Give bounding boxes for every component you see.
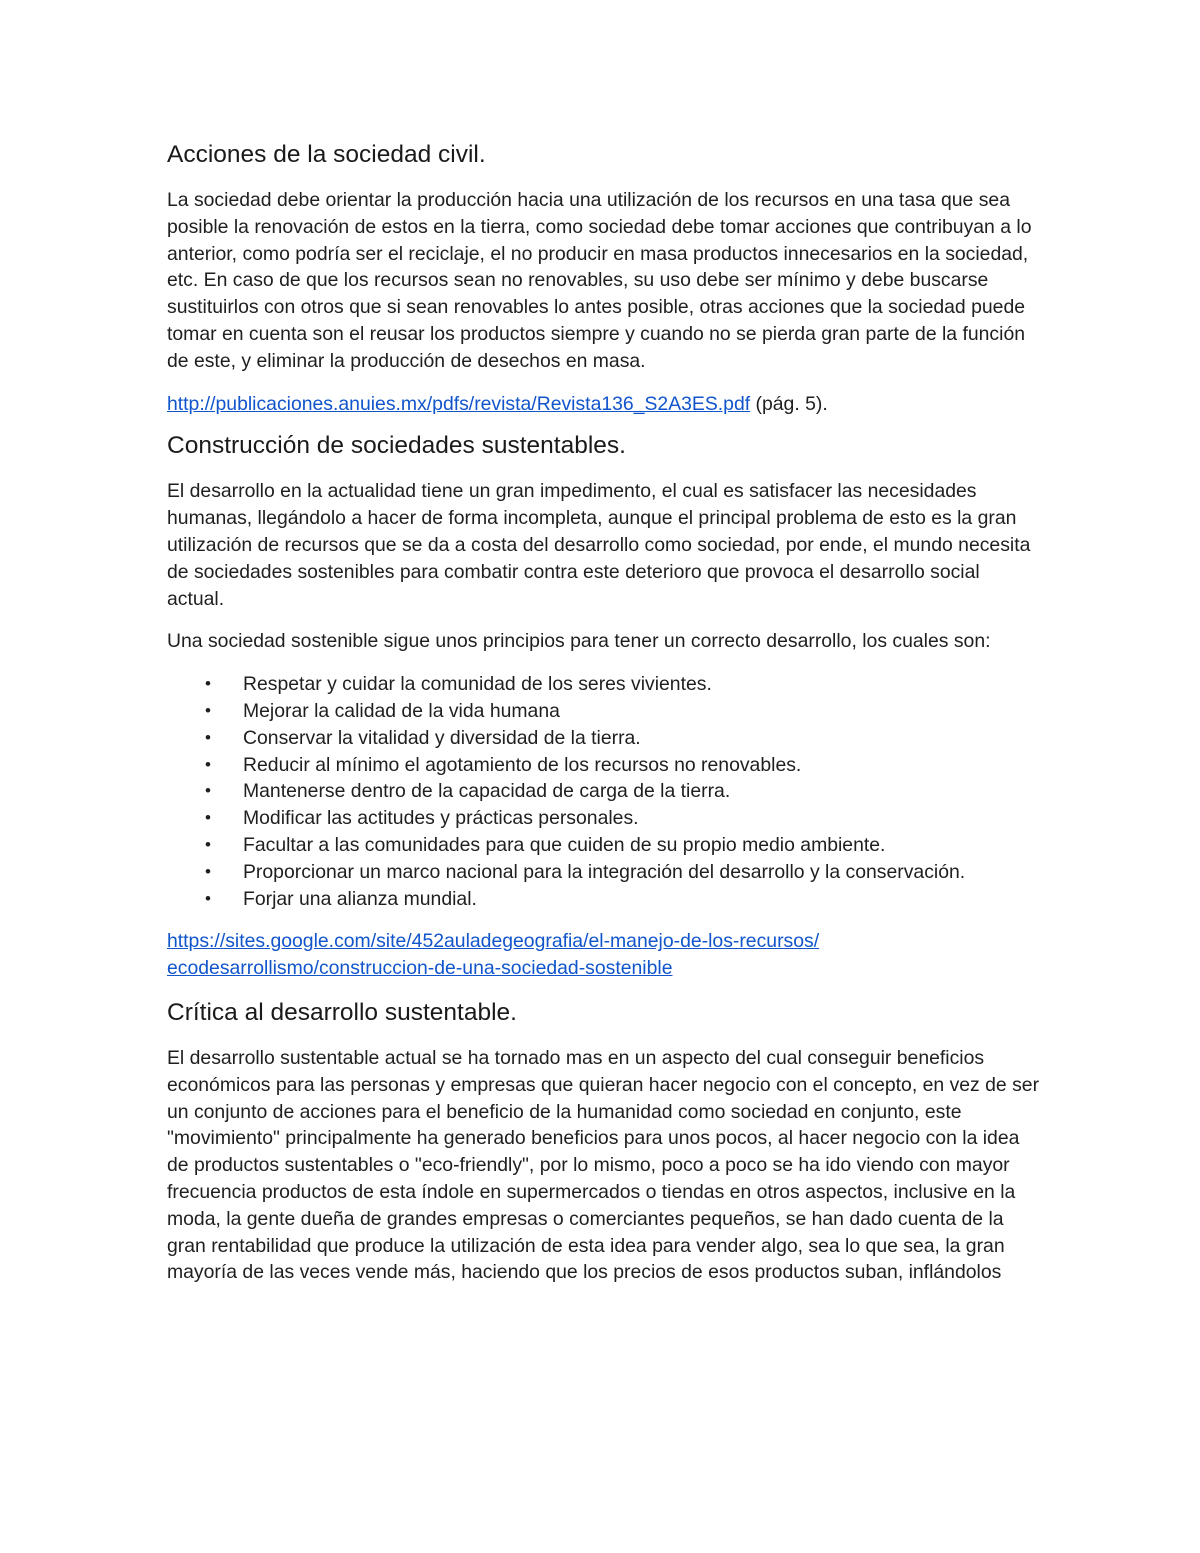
list-item-text: Reducir al mínimo el agotamiento de los recursos no renovables. [243,753,802,776]
paragraph-desarrollo-actualidad: El desarrollo en la actualidad tiene un gran impedimento, el cual es satisfacer las necesidades humanas, llegándolo a hacer de forma incompleta, aunque el principal problema de esto es la gran utilización de recursos que se da a costa del desarrollo como sociedad, por ende, el mundo necesita de sociedades sostenibles para combatir contra este deterioro que provoca el desarrollo social actual. [167,480,1031,610]
list-item-text: Facultar a las comunidades para que cuiden de su propio medio ambiente. [243,833,886,856]
heading-critica-desarrollo: Crítica al desarrollo sustentable. [167,998,517,1026]
link-google-sites[interactable] [167,930,819,979]
reference-page-note: (pág. 5). [750,392,828,415]
heading-construccion-sociedades: Construcción de sociedades sustentables. [167,432,626,460]
bullet-icon: • [205,727,211,747]
list-item [167,725,1042,752]
list-item [167,805,1042,832]
bullet-icon: • [205,861,211,881]
bullet-icon: • [205,674,211,694]
list-item-text: Forjar una alianza mundial. [243,887,477,910]
bullet-icon: • [205,834,211,854]
list-item [167,752,1042,779]
list-item [167,778,1042,805]
list-item-text: Proporcionar un marco nacional para la integración del desarrollo y la conservación. [243,860,966,883]
list-item-text: Conservar la vitalidad y diversidad de la tierra. [243,726,641,749]
list-item-text: Mantenerse dentro de la capacidad de carga de la tierra. [243,780,731,803]
paragraph-principios-intro: Una sociedad sostenible sigue unos principios para tener un correcto desarrollo, los cuales son: [167,630,991,653]
bullet-icon: • [205,781,211,801]
list-item [167,859,1042,886]
heading-acciones-sociedad-civil: Acciones de la sociedad civil. [167,141,486,168]
reference-google-sites [167,928,1042,982]
link-line-1: https://sites.google.com/site/452auladegeografia/el-manejo-de-los-recursos/ [167,930,820,953]
paragraph-critica: El desarrollo sustentable actual se ha tornado mas en un aspecto del cual conseguir beneficios económicos para las personas y empresas que quieran hacer negocio con el concepto, en vez de ser un conjunto de acciones para el beneficio de la humanidad como sociedad en conjunto, este "movimiento" principalmente ha generado beneficios para unos pocos, al hacer negocio con la idea de productos sustentables o "eco-friendly", por lo mismo, poco a poco se ha ido viendo con mayor frecuencia productos de esta índole en supermercados o tiendas en otros aspectos, inclusive en la moda, la gente dueña de grandes empresas o comerciantes pequeños, se han dado cuenta de la gran rentabilidad que produce la utilización de esta idea para vender algo, sea lo que sea, la gran mayoría de las veces vende más, haciendo que los precios de esos productos suban, inflándolos [167,1046,1040,1284]
link-line-2: ecodesarrollismo/construccion-de-una-sociedad-sostenible [167,957,673,980]
principles-list [167,671,1042,912]
list-item [167,671,1042,698]
document-page [167,140,1042,1286]
list-item-text: Mejorar la calidad de la vida humana [243,699,560,722]
link-anuies[interactable]: http://publicaciones.anuies.mx/pdfs/revista/Revista136_S2A3ES.pdf [167,392,751,415]
bullet-icon: • [205,808,211,828]
bullet-icon: • [205,888,211,908]
bullet-icon: • [205,700,211,720]
list-item [167,886,1042,913]
list-item-text: Modificar las actitudes y prácticas personales. [243,807,639,830]
bullet-icon: • [205,754,211,774]
list-item [167,832,1042,859]
paragraph-acciones: La sociedad debe orientar la producción hacia una utilización de los recursos en una tasa que sea posible la renovación de estos en la tierra, como sociedad debe tomar acciones que contribuyan a lo anterior, como podría ser el reciclaje, el no producir en masa productos innecesarios en la sociedad, etc. En caso de que los recursos sean no renovables, su uso debe ser mínimo y debe buscarse sustituirlos con otros que si sean renovables lo antes posible, otras acciones que la sociedad puede tomar en cuenta son el reusar los productos siempre y cuando no se pierda gran parte de la función de este, y eliminar la producción de desechos en masa. [167,189,1032,372]
reference-anuies [167,391,1042,418]
list-item-text: Respetar y cuidar la comunidad de los seres vivientes. [243,673,712,696]
list-item [167,698,1042,725]
